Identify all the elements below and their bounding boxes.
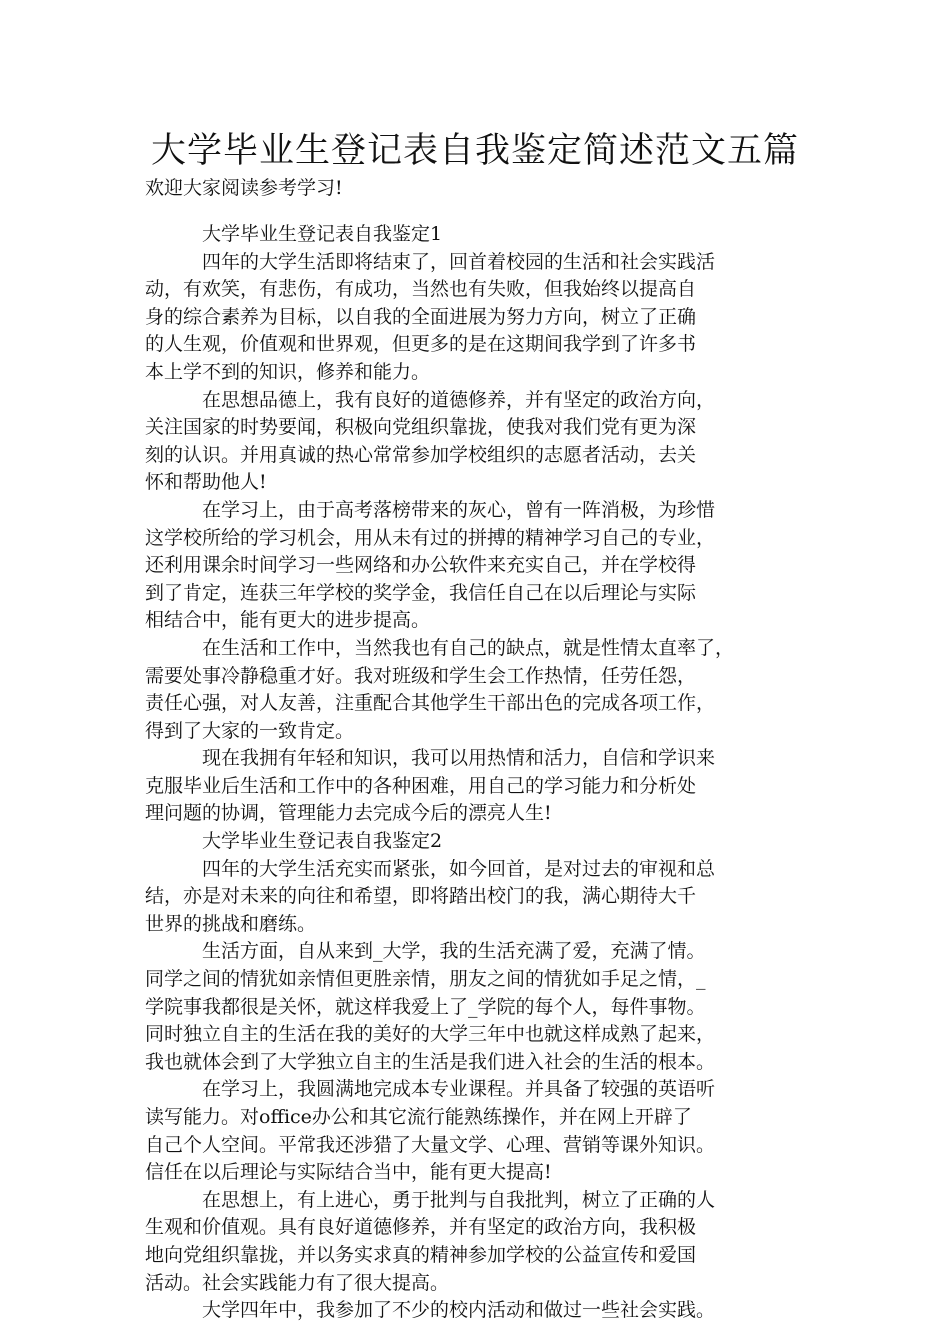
body-line: 关注国家的时势要闻，积极向党组织靠拢，使我对我们党有更为深 bbox=[145, 416, 697, 439]
body-line: 大学四年中，我参加了不少的校内活动和做过一些社会实践。 bbox=[202, 1299, 716, 1322]
body-line: 生观和价值观。具有良好道德修养，并有坚定的政治方向，我积极 bbox=[145, 1216, 697, 1239]
body-line: 克服毕业后生活和工作中的各种困难，用自己的学习能力和分析处 bbox=[145, 774, 697, 797]
body-line: 我也就体会到了大学独立自主的生活是我们进入社会的生活的根本。 bbox=[145, 1050, 716, 1073]
body-line: 生活方面，自从来到_大学，我的生活充满了爱，充满了情。 bbox=[202, 940, 706, 963]
body-line: 到了肯定，连获三年学校的奖学金，我信任自己在以后理论与实际 bbox=[145, 581, 697, 604]
body-line: 责任心强，对人友善，注重配合其他学生干部出色的完成各项工作， bbox=[145, 692, 716, 715]
body-line: 信任在以后理论与实际结合当中，能有更大提高! bbox=[145, 1161, 552, 1184]
body-line: 相结合中，能有更大的进步提高。 bbox=[145, 609, 431, 632]
body-line: 大学毕业生登记表自我鉴定1 bbox=[202, 223, 443, 245]
body-line: 得到了大家的一致肯定。 bbox=[145, 719, 355, 742]
body-line: 结，亦是对未来的向往和希望，即将踏出校门的我，满心期待大千 bbox=[145, 885, 697, 908]
body-line: 在学习上，我圆满地完成本专业课程。并具备了较强的英语听 bbox=[202, 1078, 716, 1101]
body-line: 怀和帮助他人! bbox=[145, 471, 267, 494]
body-line: 在思想品德上，我有良好的道德修养，并有坚定的政治方向， bbox=[202, 388, 716, 411]
body-line: 学院事我都很是关怀，就这样我爱上了_学院的每个人，每件事物。 bbox=[145, 995, 706, 1018]
body-line: 四年的大学生活即将结束了，回首着校园的生活和社会实践活 bbox=[202, 250, 716, 273]
body-line: 同学之间的情犹如亲情但更胜亲情，朋友之间的情犹如手足之情，_ bbox=[145, 968, 706, 991]
body-line: 自己个人空间。平常我还涉猎了大量文学、心理、营销等课外知识。 bbox=[145, 1133, 716, 1156]
body-line: 需要处事冷静稳重才好。我对班级和学生会工作热情，任劳任怨， bbox=[145, 664, 697, 687]
body-line: 本上学不到的知识，修养和能力。 bbox=[145, 360, 431, 383]
body-line: 活动。社会实践能力有了很大提高。 bbox=[145, 1271, 450, 1294]
body-line: 大学毕业生登记表自我鉴定2 bbox=[202, 830, 443, 853]
welcome-text: 欢迎大家阅读参考学习! bbox=[145, 177, 343, 199]
body-line: 读写能力。对office办公和其它流行能熟练操作，并在网上开辟了 bbox=[145, 1106, 692, 1128]
body-line: 现在我拥有年轻和知识，我可以用热情和活力，自信和学识来 bbox=[202, 747, 716, 770]
body-line: 身的综合素养为目标，以自我的全面进展为努力方向，树立了正确 bbox=[145, 305, 697, 328]
body-line: 在学习上，由于高考落榜带来的灰心，曾有一阵消极，为珍惜 bbox=[202, 498, 716, 521]
body-line: 理问题的协调，管理能力去完成今后的漂亮人生! bbox=[145, 802, 552, 825]
document-title: 大学毕业生登记表自我鉴定简述范文五篇 bbox=[150, 131, 799, 171]
body-line: 还利用课余时间学习一些网络和办公软件来充实自己，并在学校得 bbox=[145, 554, 697, 577]
body-line: 地向党组织靠拢，并以务实求真的精神参加学校的公益宣传和爱国 bbox=[145, 1243, 697, 1266]
body-line: 四年的大学生活充实而紧张，如今回首，是对过去的审视和总 bbox=[202, 857, 716, 880]
body-line: 刻的认识。并用真诚的热心常常参加学校组织的志愿者活动，去关 bbox=[145, 443, 697, 466]
document-body bbox=[145, 221, 805, 1325]
body-line: 在思想上，有上进心，勇于批判与自我批判，树立了正确的人 bbox=[202, 1188, 716, 1211]
body-line: 在生活和工作中，当然我也有自己的缺点，就是性情太直率了， bbox=[202, 636, 735, 659]
body-line: 同时独立自主的生活在我的美好的大学三年中也就这样成熟了起来， bbox=[145, 1023, 716, 1046]
body-line: 的人生观，价值观和世界观，但更多的是在这期间我学到了许多书 bbox=[145, 333, 697, 356]
body-line: 这学校所给的学习机会，用从未有过的拼搏的精神学习自己的专业， bbox=[145, 526, 716, 549]
body-line: 世界的挑战和磨练。 bbox=[145, 912, 317, 935]
body-line: 动，有欢笑，有悲伤，有成功，当然也有失败，但我始终以提高自 bbox=[145, 278, 697, 301]
